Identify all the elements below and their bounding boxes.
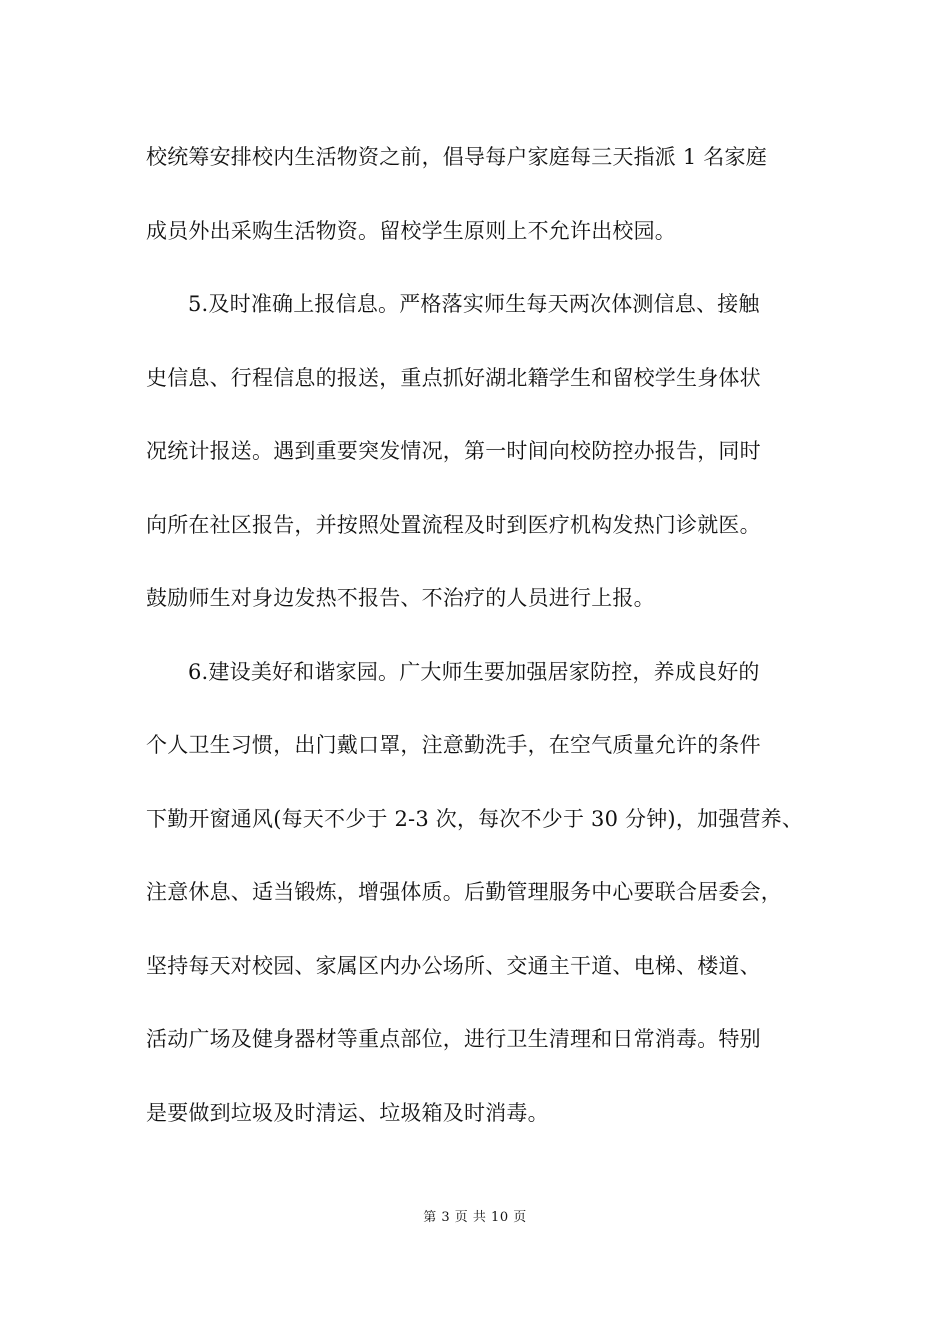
paragraph-heading-line: 5.及时准确上报信息。严格落实师生每天两次体测信息、接触 [188,292,760,316]
text-line: 成员外出采购生活物资。留校学生原则上不允许出校园。 [146,218,676,243]
paragraph-heading-line: 6.建设美好和谐家园。广大师生要加强居家防控，养成良好的 [188,659,760,684]
text-line: 个人卫生习惯，出门戴口罩，注意勤洗手，在空气质量允许的条件 [146,733,761,757]
text-line: 鼓励师生对身边发热不报告、不治疗的人员进行上报。 [146,586,655,610]
document-body [146,131,826,1160]
text-line: 向所在社区报告，并按照处置流程及时到医疗机构发热门诊就医。 [146,512,761,537]
text-line: 是要做到垃圾及时清运、垃圾箱及时消毒。 [146,1100,549,1125]
text-line: 况统计报送。遇到重要突发情况，第一时间向校防控办报告，同时 [146,439,761,463]
text-line: 注意休息、适当锻炼，增强体质。后勤管理服务中心要联合居委会， [146,880,782,904]
text-line: 坚持每天对校园、家属区内办公场所、交通主干道、电梯、楼道、 [146,953,761,978]
page-footer [0,1208,950,1228]
text-line: 史信息、行程信息的报送，重点抓好湖北籍学生和留校学生身体状 [146,365,761,390]
text-line: 下勤开窗通风(每天不少于 2-3 次，每次不少于 30 分钟)，加强营养、 [146,806,804,831]
text-line: 活动广场及健身器材等重点部位，进行卫生清理和日常消毒。特别 [146,1027,761,1051]
page-number-label: 第 3 页 共 10 页 [423,1210,527,1225]
text-line: 校统筹安排校内生活物资之前，倡导每户家庭每三天指派 1 名家庭 [146,145,767,169]
